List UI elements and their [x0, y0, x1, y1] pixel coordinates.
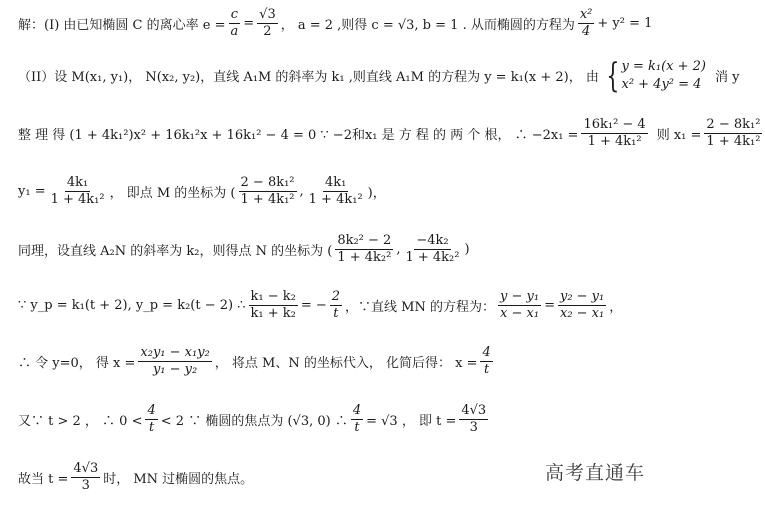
line7-mid: ， 将点 M、N 的坐标代入， 化简后得： x = [214, 355, 478, 371]
line1-mid: ， a = 2 ,则得 c = √3, b = 1 . 从而椭圆的方程为 [280, 17, 575, 33]
frac-numerator: k₁ − k₂ [250, 289, 296, 304]
frac-denominator: y₁ − y₂ [152, 361, 198, 377]
mn-line-right-fraction [558, 290, 606, 320]
frac-denominator: 1 + 4k₁² [50, 191, 105, 207]
frac-numerator: 2 − 8k₁² [706, 117, 761, 132]
equals-sign: = [243, 15, 255, 31]
system-equation-2: x² + 4y² = 4 [621, 76, 702, 92]
frac-denominator: 1 + 4k₁² [706, 133, 761, 149]
point-n-x-fraction [335, 234, 393, 264]
solution-line-5 [18, 234, 470, 264]
t-value-fraction [459, 404, 488, 434]
frac-numerator: 8k₂² − 2 [337, 233, 392, 248]
line6-prefix: ∵ y_p = k₁(t + 2), y_p = k₂(t − 2) ∴ [18, 297, 246, 313]
frac-denominator: a [230, 23, 239, 39]
roots-product-fraction [581, 118, 647, 148]
frac-denominator: 1 + 4k₁² [240, 191, 295, 207]
ellipse-x-fraction [578, 8, 595, 38]
frac-numerator: x² [579, 7, 593, 22]
equals-minus: = − [300, 297, 327, 313]
line8-mid: < 2 ∵ 椭圆的焦点为 (√3, 0) ∴ [160, 413, 348, 429]
frac-denominator: 4 [581, 23, 591, 39]
frac-denominator: t [333, 305, 339, 321]
comma: , [396, 241, 401, 257]
equals-sign: = [544, 297, 555, 313]
line8-prefix: 又∵ t > 2 ， ∴ 0 < [18, 413, 143, 429]
solution-line-2 [18, 55, 740, 96]
frac-numerator: 4k₁ [66, 175, 89, 190]
solution-line-8 [18, 404, 491, 434]
frac-denominator: k₁ + k₂ [250, 305, 296, 321]
line4-prefix: y₁ = [18, 183, 46, 199]
frac-denominator: 3 [81, 477, 90, 493]
line5-suffix: ) [464, 241, 470, 257]
line6-suffix: ， [609, 299, 623, 315]
y1-fraction [49, 176, 107, 206]
frac-denominator: 2 [263, 23, 272, 39]
four-over-t-fraction [480, 346, 492, 376]
line3-prefix: 整 理 得 (1 + 4k₁²)x² + 16k₁²x + 16k₁² − 4 = 0 ∵ −2和x₁ 是 方 程 的 两 个 根， ∴ −2x₁ = [18, 127, 579, 143]
frac-numerator: 16k₁² − 4 [583, 117, 646, 132]
line5-prefix: 同理，设直线 A₂N 的斜率为 k₂，则得点 N 的坐标为 ( [18, 243, 333, 259]
left-brace-icon: { [606, 55, 620, 96]
frac-numerator: 4 [147, 403, 156, 418]
frac-numerator: 4 [482, 345, 491, 360]
line2-prefix: （II）设 M(x₁, y₁)， N(x₂, y₂)，直线 A₁M 的斜率为 k₁ ,则直线 A₁M 的方程为 y = k₁(x + 2)， 由 [18, 70, 599, 86]
four-over-t-fraction-2 [351, 404, 363, 434]
line1-suffix: + y² = 1 [597, 15, 653, 31]
frac-numerator: 4k₁ [324, 175, 347, 190]
point-n-y-fraction [403, 234, 461, 264]
frac-denominator: 3 [469, 419, 478, 435]
system-equation-1: y = k₁(x + 2) [621, 59, 706, 74]
frac-numerator: x₂y₁ − x₁y₂ [140, 345, 210, 360]
frac-numerator: y₂ − y₁ [559, 289, 605, 304]
frac-denominator: 1 + 4k₂² [337, 249, 392, 265]
point-m-y-fraction [307, 176, 365, 206]
frac-denominator: 1 + 4k₂² [405, 249, 460, 265]
line4-suffix: )， [367, 185, 386, 201]
line9-prefix: 故当 t = [18, 471, 69, 487]
line8-mid2: = √3 ， 即 t = [366, 413, 457, 429]
frac-denominator: 1 + 4k₁² [308, 191, 363, 207]
frac-denominator: x₂ − x₁ [559, 305, 605, 321]
line2-suffix: 消 y [714, 70, 740, 86]
frac-denominator: 1 + 4k₁² [587, 133, 642, 149]
watermark: 高考直通车 [545, 462, 646, 484]
four-over-t-fraction [145, 404, 157, 434]
frac-denominator: t [149, 419, 155, 435]
equation-system [602, 55, 706, 96]
point-m-x-fraction [239, 176, 297, 206]
frac-numerator: 4 [352, 403, 362, 418]
eccentricity-value-fraction [257, 8, 278, 38]
frac-denominator: x − x₁ [500, 305, 540, 321]
frac-numerator: √3 [259, 7, 276, 22]
solution-line-6 [18, 290, 622, 320]
frac-numerator: 4√3 [73, 461, 99, 476]
frac-numerator: y − y₁ [500, 289, 540, 304]
eccentricity-fraction [228, 8, 240, 38]
t-value-fraction [71, 462, 100, 492]
line9-suffix: 时， MN 过椭圆的焦点。 [103, 471, 254, 487]
x1-fraction [704, 118, 762, 148]
solution-line-7 [18, 346, 496, 376]
solution-line-3 [18, 118, 765, 148]
solution-line-4 [18, 176, 386, 206]
x-intercept-fraction [138, 346, 211, 376]
line3-mid: 则 x₁ = [656, 127, 702, 143]
line4-mid: ， 即点 M 的坐标为 ( [109, 185, 236, 201]
frac-numerator: −4k₂ [416, 233, 449, 248]
frac-numerator: 4√3 [461, 403, 487, 418]
line6-mid: ，∵直线 MN 的方程为： [345, 299, 495, 315]
frac-numerator: 2 − 8k₁² [240, 175, 295, 190]
two-over-t-fraction [330, 290, 342, 320]
line7-prefix: ∴ 令 y=0， 得 x = [18, 355, 136, 371]
solution-line-1 [18, 8, 652, 38]
frac-numerator: c [230, 7, 238, 22]
mn-line-left-fraction [498, 290, 541, 320]
frac-numerator: 2 [331, 289, 341, 304]
line1-prefix: 解：(I) 由已知椭圆 C 的离心率 e = [18, 17, 226, 33]
solution-line-9 [18, 462, 253, 492]
slope-ratio-fraction [249, 290, 298, 320]
frac-denominator: t [354, 419, 360, 435]
comma: , [299, 183, 304, 199]
frac-denominator: t [484, 361, 490, 377]
